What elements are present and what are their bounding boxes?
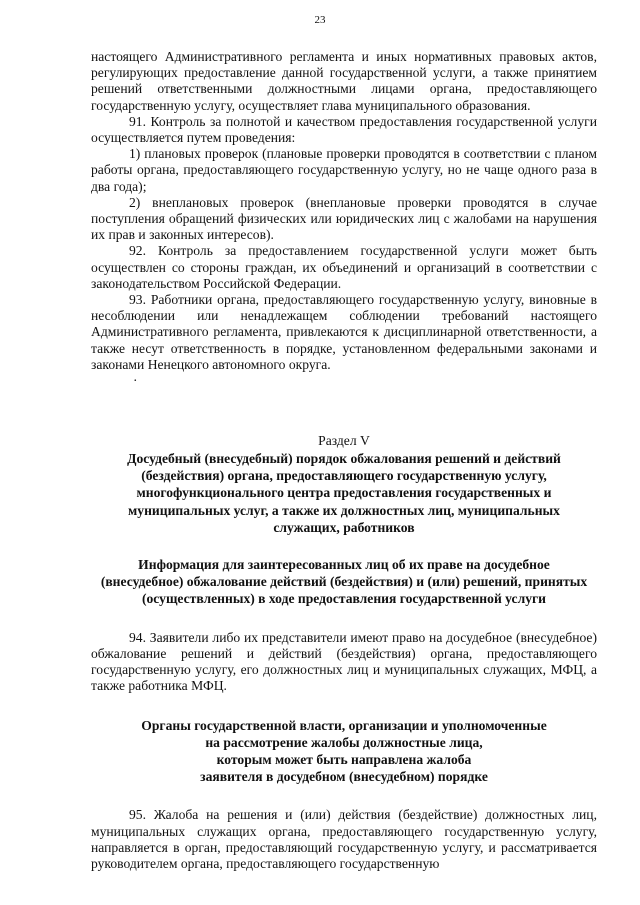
paragraph-93: 93. Работники органа, предоставляющего государственную услугу, виновные в несоблюдении или ненадлежащем соблюдении требований настоящего Административного регламента, привлекаются к дисциплинарной ответственности, а также несут ответственность в порядке, установленном федеральными законами и законами Ненецкого автономного округа.: [91, 292, 597, 372]
paragraph-continuation: настоящего Административного регламента и иных нормативных правовых актов, регулирующих предоставление данной государственной услуги, а также принятием решений ответственными должностными лицами органа, предоставляющего государственную услугу, осуществляет глава муниципального образования.: [91, 49, 597, 113]
section-title-line: служащих, работников: [273, 519, 415, 535]
subsection-title-line: (осуществленных) в ходе предоставления государственной услуги: [141, 591, 547, 607]
subsection-title-line: которым может быть направлена жалоба: [216, 751, 472, 767]
paragraph-92: 92. Контроль за предоставлением государственной услуги может быть осуществлен со стороны граждан, их объединений и организаций в соответствии с законодательством Российской Федерации.: [91, 243, 597, 291]
subsection-title-rights: [91, 556, 597, 608]
paragraph-91-item-2: 2) внеплановых проверок (внеплановые проверки проводятся в случае поступления обращений физических или юридических лиц с жалобами на нарушения их прав и законных интересов).: [91, 194, 597, 243]
paragraph-91-item-1: 1) плановых проверок (плановые проверки проводятся в соответствии с планом работы органа, предоставляющего государственную услугу, но не чаще одного раза в два года);: [91, 146, 597, 194]
section-title-line: Досудебный (внесудебный) порядок обжалования решений и действий: [127, 451, 561, 467]
paragraph-94: 94. Заявители либо их представители имеют право на досудебное (внесудебное) обжалование решений и действий (бездействия) органа, предоставляющего государственную услугу, его должностных лиц и муниципальных служащих, МФЦ, а также работника МФЦ.: [91, 629, 597, 694]
subsection-title-authorities: [91, 717, 597, 786]
subsection-title-line: заявителя в досудебном (внесудебном) порядке: [200, 769, 488, 785]
subsection-title-line: Информация для заинтересованных лиц об их праве на досудебное: [138, 557, 550, 573]
subsection-title-line: на рассмотрение жалобы должностные лица,: [205, 734, 483, 750]
section-title-line: муниципальных услуг, а также их должностных лиц, муниципальных: [128, 502, 560, 518]
page-number: 23: [314, 14, 326, 26]
subsection-title-line: (внесудебное) обжалование действий (бездействия) и (или) решений, принятых: [100, 574, 588, 590]
section-title-line: многофункционального центра предоставления государственных и: [136, 485, 552, 501]
subsection-title-line: Органы государственной власти, организации и уполномоченные: [141, 717, 547, 733]
section-label: Раздел V: [318, 433, 370, 449]
document-body: [91, 49, 597, 872]
paragraph-95: 95. Жалоба на решения и (или) действия (бездействие) должностных лиц, муниципальных служащих органа, предоставляющего государственную услугу, направляется в орган, предоставляющий государственную услугу, и рассматривается руководителем органа, предоставляющего государственную: [91, 807, 597, 871]
stray-mark: ·: [133, 373, 138, 389]
section-title-line: (бездействия) органа, предоставляющего государственную услугу,: [141, 468, 547, 484]
section-title: [91, 450, 597, 536]
paragraph-91: 91. Контроль за полнотой и качеством предоставления государственной услуги осуществляется путем проведения:: [91, 113, 597, 146]
